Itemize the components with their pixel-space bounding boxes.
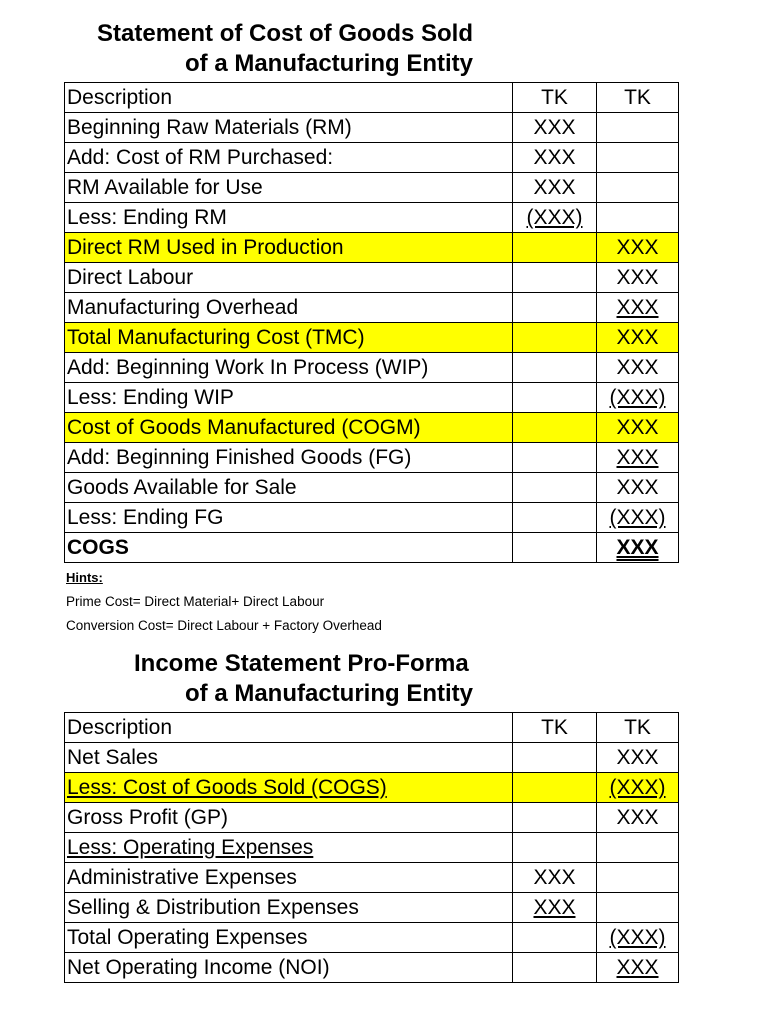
row-label: Add: Cost of RM Purchased: [65,143,513,173]
table-row [65,503,679,533]
table-row [65,833,679,863]
underlined-value: XXX [616,956,659,979]
row-label: Less: Ending RM [65,203,513,233]
header-description: Description [65,713,513,743]
header-tk-col2: TK [513,713,597,743]
table-row [65,353,679,383]
row-label: Add: Beginning Work In Process (WIP) [65,353,513,383]
row-col2-value [513,893,597,923]
row-label [65,773,513,803]
row-col2-value [513,803,597,833]
header-tk-col3: TK [597,83,679,113]
row-col2-value: XXX [513,113,597,143]
row-col3-value: XXX [597,233,679,263]
row-label: Total Operating Expenses [65,923,513,953]
row-col2-value [513,473,597,503]
row-label [65,833,513,863]
row-col3-value [597,773,679,803]
header-tk-col2: TK [513,83,597,113]
hints-block [66,566,382,638]
underlined-label: Less: Operating Expenses [67,836,314,859]
row-label: Beginning Raw Materials (RM) [65,113,513,143]
row-col3-value [597,143,679,173]
row-label: Add: Beginning Finished Goods (FG) [65,443,513,473]
cogs-title-line2: of a Manufacturing Entity [185,50,473,77]
row-col2-value [513,293,597,323]
row-label: COGS [65,533,513,563]
table-row [65,263,679,293]
underlined-value: (XXX) [609,926,666,949]
row-label: Less: Ending FG [65,503,513,533]
underlined-value: (XXX) [526,206,583,229]
row-col2-value [513,503,597,533]
row-col2-value: XXX [513,173,597,203]
row-col2-value: XXX [513,863,597,893]
row-col3-value [597,203,679,233]
underlined-label: Less: Cost of Goods Sold (COGS) [67,776,387,799]
row-label: RM Available for Use [65,173,513,203]
income-table [64,712,679,983]
row-col3-value [597,293,679,323]
header-tk-col3: TK [597,713,679,743]
table-row-highlighted [65,323,679,353]
table-row-highlighted [65,233,679,263]
underlined-value: (XXX) [609,386,666,409]
row-col3-value [597,923,679,953]
row-col3-value: XXX [597,473,679,503]
double-underlined-value: XXX [616,536,659,559]
hint-conversion-cost: Conversion Cost= Direct Labour + Factory Overhead [66,618,382,633]
row-col2-value [513,443,597,473]
row-col3-value [597,443,679,473]
row-col2-value [513,923,597,953]
row-label: Selling & Distribution Expenses [65,893,513,923]
row-label: Gross Profit (GP) [65,803,513,833]
row-label: Total Manufacturing Cost (TMC) [65,323,513,353]
row-col2-value [513,233,597,263]
row-label: Direct Labour [65,263,513,293]
table-header-row [65,713,679,743]
row-col3-value [597,863,679,893]
income-title-line2: of a Manufacturing Entity [185,680,473,707]
table-row [65,383,679,413]
row-label: Administrative Expenses [65,863,513,893]
row-col3-value: XXX [597,353,679,383]
underlined-value: (XXX) [609,776,666,799]
underlined-value: XXX [533,896,576,919]
row-label: Less: Ending WIP [65,383,513,413]
underlined-value: XXX [616,296,659,319]
row-col2-value [513,953,597,983]
table-row [65,143,679,173]
row-col2-value [513,263,597,293]
row-col3-value: XXX [597,803,679,833]
row-label: Manufacturing Overhead [65,293,513,323]
row-col2-value [513,533,597,563]
table-row [65,923,679,953]
row-col2-value [513,203,597,233]
row-label: Direct RM Used in Production [65,233,513,263]
income-title-line1: Income Statement Pro-Forma [134,650,469,677]
table-row [65,803,679,833]
row-col3-value: XXX [597,263,679,293]
cogs-table [64,82,679,563]
row-col2-value [513,323,597,353]
table-row [65,173,679,203]
table-row [65,203,679,233]
row-label: Net Operating Income (NOI) [65,953,513,983]
row-col3-value [597,173,679,203]
row-col3-value [597,113,679,143]
underlined-value: (XXX) [609,506,666,529]
hints-title: Hints: [66,570,103,585]
table-row [65,863,679,893]
table-row-highlighted [65,413,679,443]
table-row [65,113,679,143]
header-description: Description [65,83,513,113]
row-label: Net Sales [65,743,513,773]
row-col3-value [597,383,679,413]
row-col3-value: XXX [597,413,679,443]
table-row [65,893,679,923]
table-row-total [65,533,679,563]
row-col2-value: XXX [513,143,597,173]
table-header-row [65,83,679,113]
row-col3-value: XXX [597,743,679,773]
row-col2-value [513,383,597,413]
table-row [65,473,679,503]
underlined-value: XXX [616,446,659,469]
cogs-title-line1: Statement of Cost of Goods Sold [97,20,473,47]
row-col3-value: XXX [597,323,679,353]
row-col2-value [513,353,597,383]
row-label: Cost of Goods Manufactured (COGM) [65,413,513,443]
row-col2-value [513,413,597,443]
table-row [65,953,679,983]
row-col3-value [597,833,679,863]
table-row-highlighted [65,773,679,803]
row-col3-value [597,893,679,923]
row-col3-value [597,503,679,533]
row-col3-value [597,953,679,983]
table-row [65,743,679,773]
row-col2-value [513,833,597,863]
row-col2-value [513,773,597,803]
row-col2-value [513,743,597,773]
table-row [65,443,679,473]
row-label: Goods Available for Sale [65,473,513,503]
table-row [65,293,679,323]
hint-prime-cost: Prime Cost= Direct Material+ Direct Labour [66,594,325,609]
row-col3-value [597,533,679,563]
